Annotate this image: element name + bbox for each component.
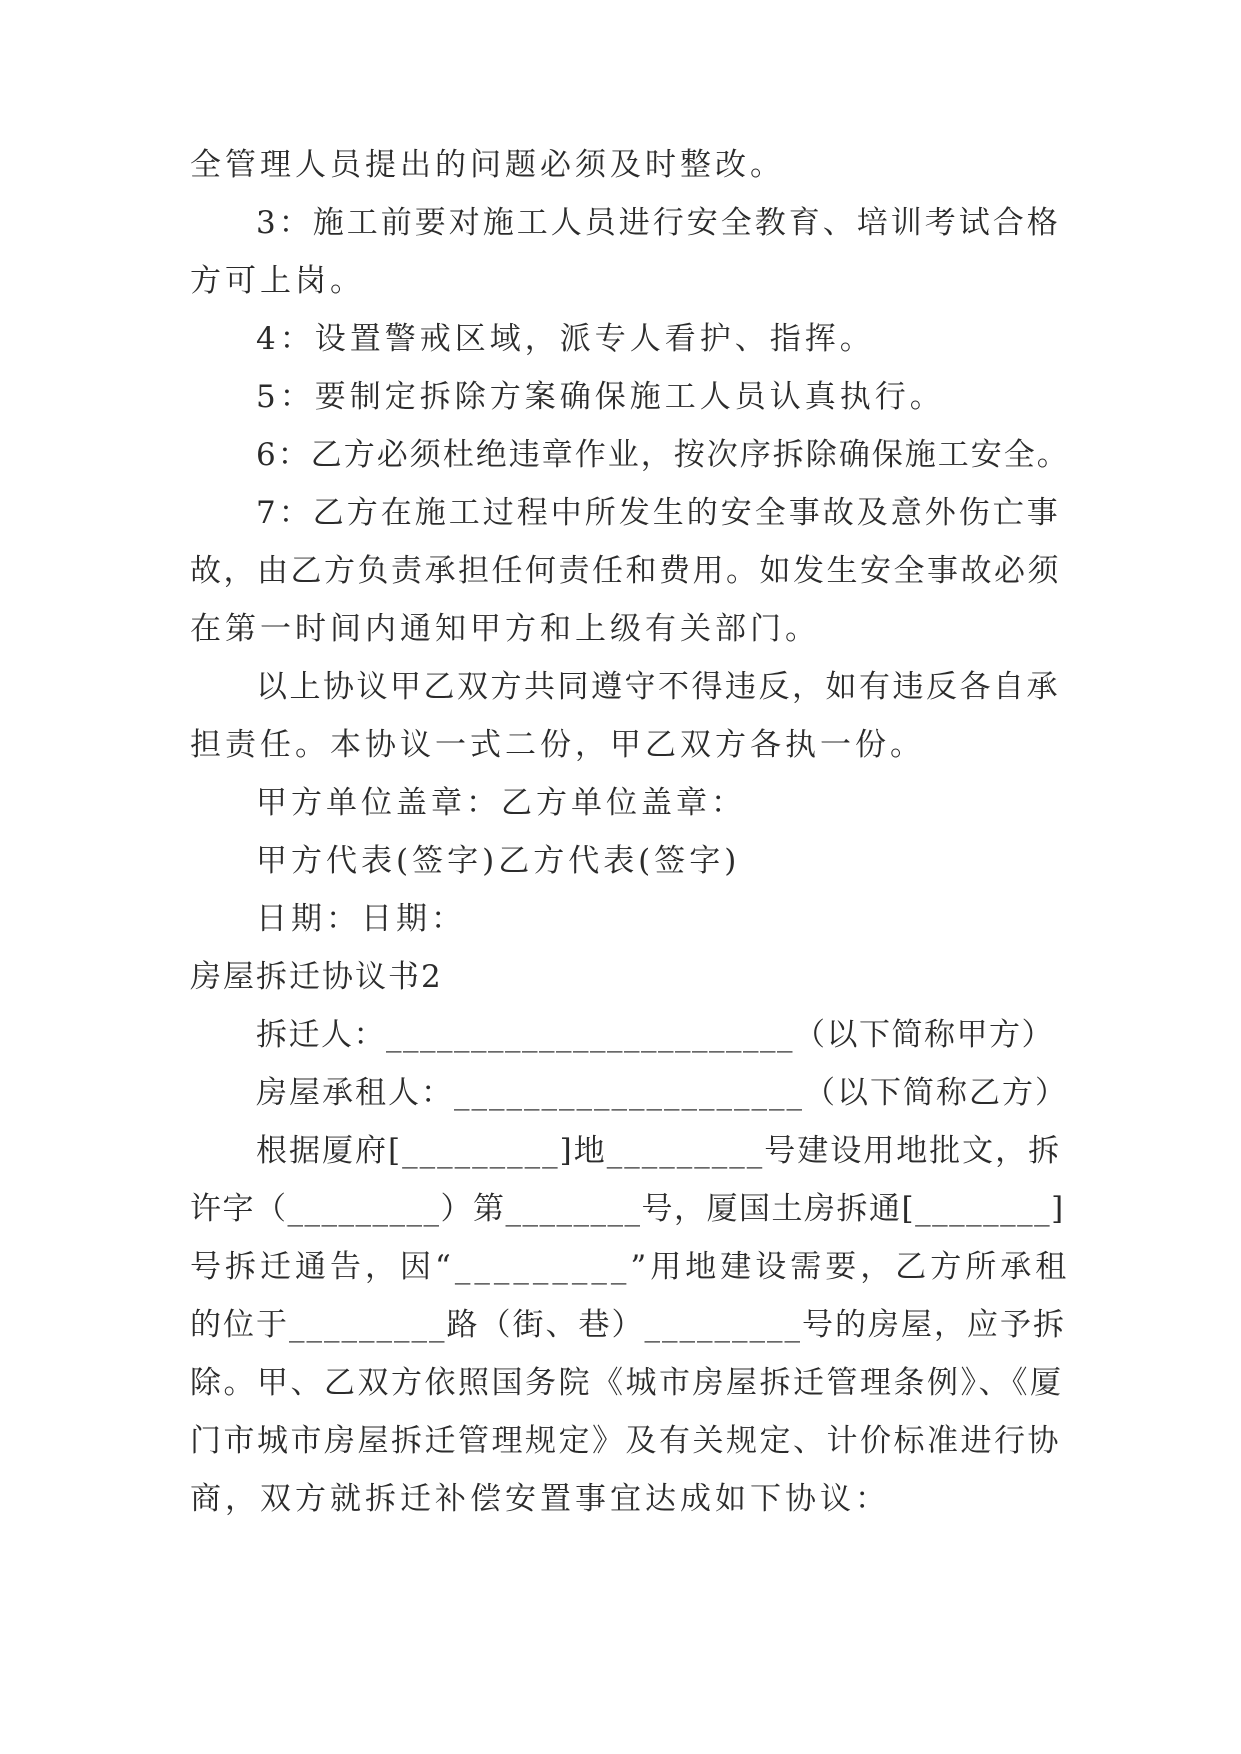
paragraph-line: 方可上岗。 — [190, 263, 365, 299]
paragraph-line: 担责任。本协议一式二份，甲乙双方各执一份。 — [190, 727, 925, 763]
seal-line: 甲方单位盖章：乙方单位盖章： — [256, 785, 746, 821]
paragraph-line: 故，由乙方负责承担任何责任和费用。如发生安全事故必须 — [190, 553, 1061, 589]
paragraph-line: 的位于_________路（街、巷）_________号的房屋，应予拆 — [190, 1307, 1066, 1343]
clause-6: 6：乙方必须杜绝违章作业，按次序拆除确保施工安全。 — [256, 437, 1070, 473]
demolisher-field: 拆迁人：________________________（以下简称甲方） — [256, 1017, 1054, 1053]
clause-3: 3：施工前要对施工人员进行安全教育、培训考试合格 — [256, 205, 1061, 241]
agreement-paragraph: 以上协议甲乙双方共同遵守不得违反，如有违反各自承 — [256, 669, 1060, 705]
tenant-field: 房屋承租人：____________________（以下简称乙方） — [256, 1075, 1068, 1111]
signature-line: 甲方代表(签字)乙方代表(签字) — [256, 843, 741, 879]
paragraph-line: 号拆迁通告，因“_________”用地建设需要，乙方所承租 — [190, 1249, 1071, 1285]
paragraph-line: 商，双方就拆迁补偿安置事宜达成如下协议： — [190, 1481, 890, 1517]
paragraph-line: 除。甲、乙双方依照国务院《城市房屋拆迁管理条例》、《厦 — [190, 1365, 1064, 1401]
paragraph-line: 许字（_________）第________号，厦国土房拆通[________] — [190, 1191, 1065, 1227]
paragraph-line: 在第一时间内通知甲方和上级有关部门。 — [190, 611, 820, 647]
date-line: 日期：日期： — [256, 901, 466, 937]
body-paragraph: 根据厦府[_________]地_________号建设用地批文，拆 — [256, 1133, 1062, 1169]
clause-7: 7：乙方在施工过程中所发生的安全事故及意外伤亡事 — [256, 495, 1061, 531]
section-title: 房屋拆迁协议书2 — [190, 959, 443, 995]
clause-4: 4：设置警戒区域，派专人看护、指挥。 — [256, 321, 875, 357]
paragraph-line: 门市城市房屋拆迁管理规定》及有关规定、计价标准进行协 — [190, 1423, 1061, 1459]
clause-5: 5：要制定拆除方案确保施工人员认真执行。 — [256, 379, 945, 415]
paragraph-line: 全管理人员提出的问题必须及时整改。 — [190, 147, 785, 183]
